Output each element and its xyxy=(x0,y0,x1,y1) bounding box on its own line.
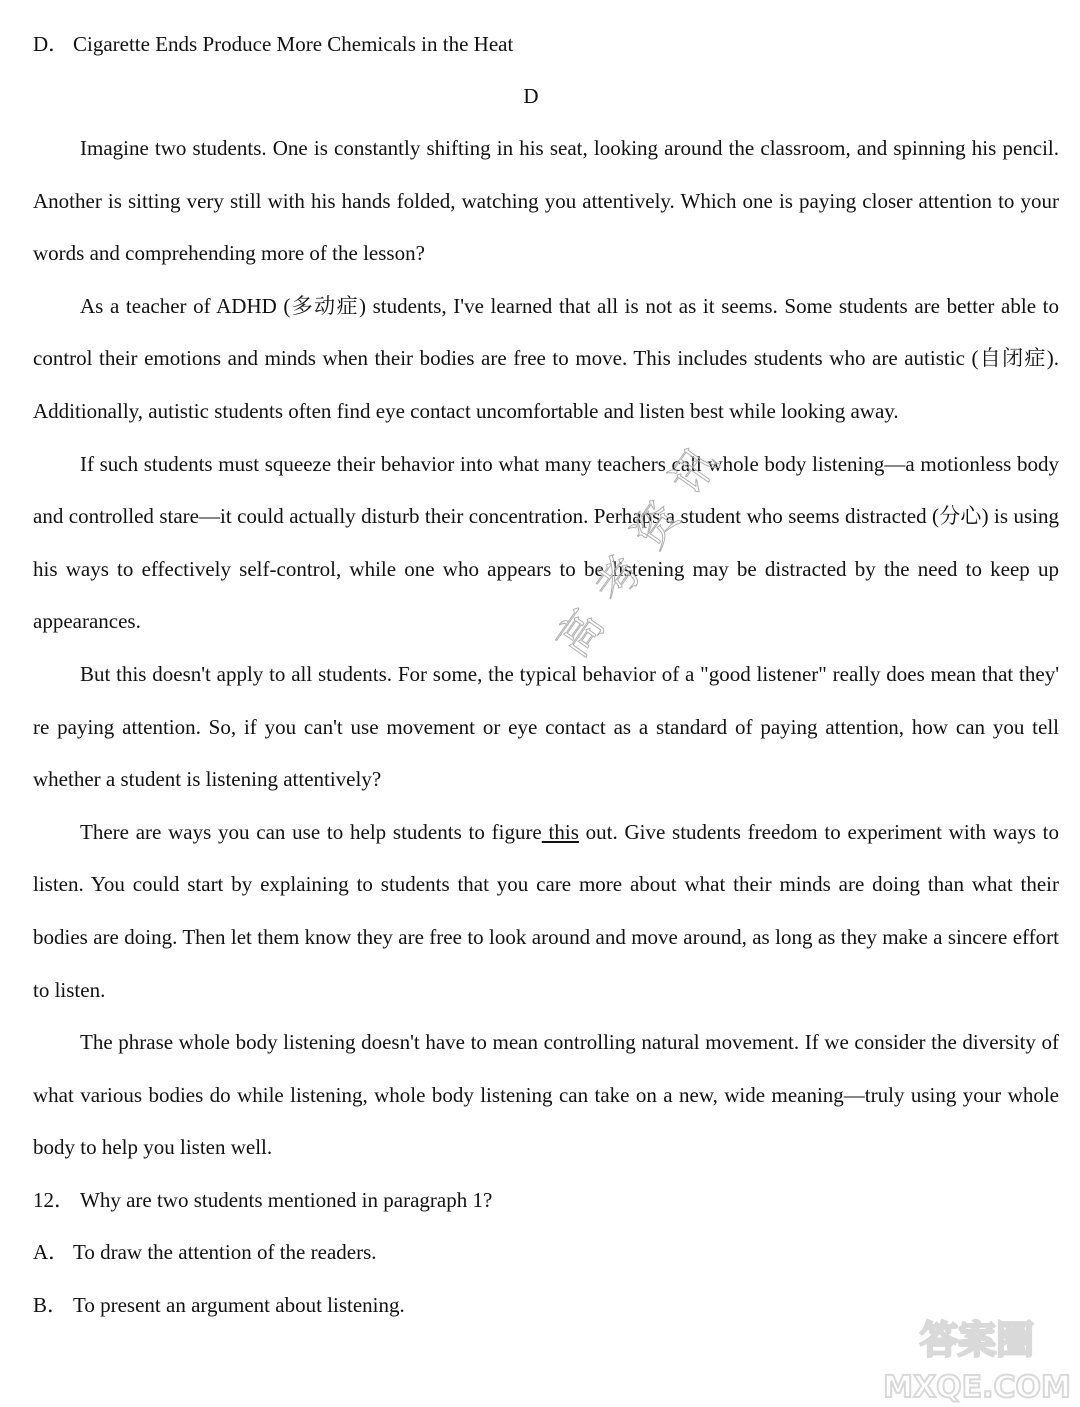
paragraph-5 xyxy=(33,806,1059,1016)
svg-text:MXQE.COM: MXQE.COM xyxy=(883,1370,1071,1405)
paragraph-5-after: out. Give students freedom to experiment with ways to listen. You could start by explaining to students that you care more about what their minds are doing than what their bodies are doing. Then let them know they are free to look around and move around, as long as they make a sincere effort to listen. xyxy=(33,819,1060,1002)
svg-text:答案圈: 答案圈 xyxy=(919,1318,1035,1362)
previous-option-d xyxy=(33,18,1059,70)
paragraph-1: Imagine two students. One is constantly shifting in his seat, looking around the classroom, and spinning his pencil. Another is sitting very still with his hands folded, watching you attentively. Which one is paying closer attention to your words and comprehending more of the lesson? xyxy=(33,136,1059,266)
paragraph-4: But this doesn't apply to all students. For some, the typical behavior of a "good listener" really does mean that they' re paying attention. So, if you can't use movement or eye contact as a standard of paying attention, how can you tell whether a student is listening attentively? xyxy=(33,661,1059,792)
paragraph-5-before: There are ways you can use to help students to figure xyxy=(80,819,542,844)
paragraph-6: The phrase whole body listening doesn't have to mean controlling natural movement. If we consider the diversity of what various bodies do while listening, whole body listening can take on a new, wide meaning—truly using your whole body to help you listen well. xyxy=(33,1030,1059,1160)
section-heading: D xyxy=(523,84,539,108)
option-a xyxy=(33,1226,1059,1279)
question-12 xyxy=(33,1174,1059,1227)
option-a-text: To draw the attention of the readers. xyxy=(73,1240,377,1265)
exam-page xyxy=(33,18,1059,1332)
paragraph-2: As a teacher of ADHD (多动症) students, I've learned that all is not as it seems. Some students are better able to control their emotions and minds when their bodies are free to move. This includes students who are autistic (自闭症). Additionally, autistic students often find eye contact uncomfortable and listen best while looking away. xyxy=(33,293,1059,423)
paragraph-3: If such students must squeeze their behavior into what many teachers call whole body listening—a motionless body and controlled stare—it could actually disturb their concentration. Perhaps a student who seems distracted (分心) is using his ways to effectively self-control, while one who appears to be listening may be distracted by the need to keep up appearances. xyxy=(33,451,1059,634)
option-letter: D． xyxy=(33,32,70,56)
question-text: Why are two students mentioned in paragraph 1? xyxy=(80,1187,493,1212)
option-text: Cigarette Ends Produce More Chemicals in the Heat xyxy=(73,32,514,56)
option-b xyxy=(33,1279,1059,1332)
option-b-letter: B． xyxy=(33,1293,69,1318)
underlined-word-this: this xyxy=(541,819,579,844)
svg-text:高考资讯: 高考资讯 xyxy=(547,420,741,667)
option-a-letter: A． xyxy=(33,1240,70,1265)
question-number: 12． xyxy=(33,1187,75,1212)
option-b-text: To present an argument about listening. xyxy=(73,1293,405,1318)
